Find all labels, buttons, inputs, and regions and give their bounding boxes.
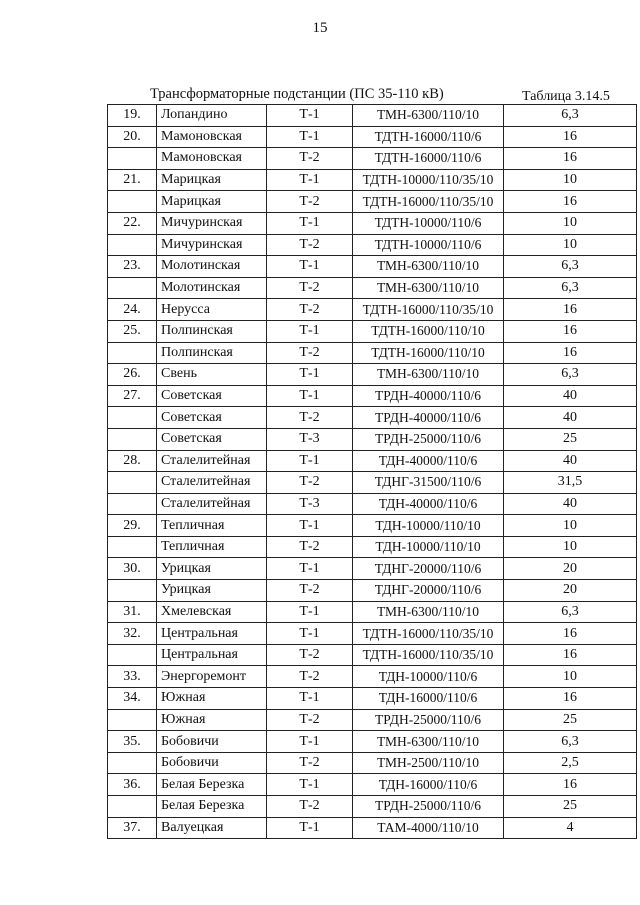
table-row: [108, 105, 637, 127]
table-row: [108, 796, 637, 818]
row-number-cell: [108, 536, 157, 558]
substation-name-cell: Сталелитейная: [157, 493, 267, 515]
substation-name-cell: Тепличная: [157, 515, 267, 537]
substation-name-cell: Марицкая: [157, 191, 267, 213]
table-title: Трансформаторные подстанции (ПС 35-110 кВ): [150, 86, 444, 102]
transformer-type-cell: ТДТН-16000/110/35/10: [353, 299, 504, 321]
transformer-type-cell: ТРДН-40000/110/6: [353, 385, 504, 407]
row-number-cell: 23.: [108, 256, 157, 278]
power-cell: 25: [504, 428, 637, 450]
substation-name-cell: Мамоновская: [157, 148, 267, 170]
transformer-id-cell: Т-1: [267, 558, 353, 580]
power-cell: 6,3: [504, 277, 637, 299]
table-body: [108, 105, 637, 839]
substation-name-cell: Энергоремонт: [157, 666, 267, 688]
transformer-type-cell: ТДН-10000/110/10: [353, 536, 504, 558]
transformer-type-cell: ТРДН-25000/110/6: [353, 428, 504, 450]
substation-name-cell: Южная: [157, 688, 267, 710]
row-number-cell: 37.: [108, 817, 157, 839]
transformer-id-cell: Т-2: [267, 752, 353, 774]
row-number-cell: [108, 234, 157, 256]
transformer-id-cell: Т-1: [267, 731, 353, 753]
transformer-id-cell: Т-2: [267, 342, 353, 364]
power-cell: 16: [504, 191, 637, 213]
substation-name-cell: Молотинская: [157, 277, 267, 299]
table-row: [108, 644, 637, 666]
table-row: [108, 299, 637, 321]
substation-name-cell: Советская: [157, 428, 267, 450]
transformer-type-cell: ТМН-2500/110/10: [353, 752, 504, 774]
power-cell: 6,3: [504, 105, 637, 127]
power-cell: 16: [504, 688, 637, 710]
table-row: [108, 256, 637, 278]
transformer-id-cell: Т-2: [267, 277, 353, 299]
transformer-type-cell: ТМН-6300/110/10: [353, 256, 504, 278]
substation-name-cell: Мичуринская: [157, 234, 267, 256]
row-number-cell: 25.: [108, 320, 157, 342]
transformer-type-cell: ТМН-6300/110/10: [353, 277, 504, 299]
substation-name-cell: Центральная: [157, 623, 267, 645]
table-row: [108, 148, 637, 170]
transformer-id-cell: Т-3: [267, 428, 353, 450]
row-number-cell: [108, 493, 157, 515]
transformer-id-cell: Т-2: [267, 299, 353, 321]
transformer-type-cell: ТДТН-16000/110/10: [353, 320, 504, 342]
transformer-id-cell: Т-1: [267, 450, 353, 472]
row-number-cell: 32.: [108, 623, 157, 645]
substation-name-cell: Советская: [157, 385, 267, 407]
row-number-cell: [108, 428, 157, 450]
transformer-id-cell: Т-2: [267, 472, 353, 494]
power-cell: 16: [504, 774, 637, 796]
substation-name-cell: Полпинская: [157, 320, 267, 342]
power-cell: 40: [504, 407, 637, 429]
transformer-type-cell: ТДНГ-20000/110/6: [353, 558, 504, 580]
substation-name-cell: Урицкая: [157, 580, 267, 602]
table-row: [108, 580, 637, 602]
substation-name-cell: Марицкая: [157, 169, 267, 191]
row-number-cell: 24.: [108, 299, 157, 321]
table-row: [108, 342, 637, 364]
power-cell: 20: [504, 558, 637, 580]
substation-name-cell: Хмелевская: [157, 601, 267, 623]
transformer-id-cell: Т-1: [267, 320, 353, 342]
power-cell: 2,5: [504, 752, 637, 774]
power-cell: 31,5: [504, 472, 637, 494]
power-cell: 25: [504, 796, 637, 818]
transformer-type-cell: ТДТН-10000/110/6: [353, 212, 504, 234]
transformer-id-cell: Т-1: [267, 688, 353, 710]
substations-table: [107, 104, 637, 839]
page-number: 15: [312, 20, 328, 36]
row-number-cell: 22.: [108, 212, 157, 234]
transformer-type-cell: ТМН-6300/110/10: [353, 601, 504, 623]
transformer-type-cell: ТДТН-16000/110/35/10: [353, 623, 504, 645]
table-row: [108, 212, 637, 234]
table-row: [108, 277, 637, 299]
table-row: [108, 450, 637, 472]
transformer-id-cell: Т-1: [267, 105, 353, 127]
table-row: [108, 169, 637, 191]
transformer-type-cell: ТДН-16000/110/6: [353, 774, 504, 796]
row-number-cell: 34.: [108, 688, 157, 710]
transformer-id-cell: Т-1: [267, 817, 353, 839]
transformer-id-cell: Т-1: [267, 364, 353, 386]
table-row: [108, 536, 637, 558]
transformer-type-cell: ТДТН-16000/110/35/10: [353, 191, 504, 213]
power-cell: 10: [504, 536, 637, 558]
substation-name-cell: Сталелитейная: [157, 472, 267, 494]
substation-name-cell: Белая Березка: [157, 796, 267, 818]
table-row: [108, 515, 637, 537]
row-number-cell: 33.: [108, 666, 157, 688]
table-row: [108, 774, 637, 796]
transformer-id-cell: Т-2: [267, 580, 353, 602]
row-number-cell: 28.: [108, 450, 157, 472]
transformer-type-cell: ТДТН-16000/110/6: [353, 148, 504, 170]
power-cell: 10: [504, 666, 637, 688]
transformer-id-cell: Т-2: [267, 234, 353, 256]
substation-name-cell: Тепличная: [157, 536, 267, 558]
substation-name-cell: Молотинская: [157, 256, 267, 278]
table-row: [108, 364, 637, 386]
row-number-cell: 36.: [108, 774, 157, 796]
power-cell: 6,3: [504, 601, 637, 623]
table-row: [108, 320, 637, 342]
power-cell: 40: [504, 385, 637, 407]
substation-name-cell: Мамоновская: [157, 126, 267, 148]
substation-name-cell: Свень: [157, 364, 267, 386]
table-row: [108, 191, 637, 213]
substation-name-cell: Советская: [157, 407, 267, 429]
substation-name-cell: Белая Березка: [157, 774, 267, 796]
power-cell: 20: [504, 580, 637, 602]
table-row: [108, 428, 637, 450]
power-cell: 4: [504, 817, 637, 839]
transformer-type-cell: ТДТН-10000/110/6: [353, 234, 504, 256]
row-number-cell: 29.: [108, 515, 157, 537]
table-row: [108, 709, 637, 731]
transformer-id-cell: Т-1: [267, 623, 353, 645]
transformer-type-cell: ТРДН-25000/110/6: [353, 796, 504, 818]
transformer-type-cell: ТДНГ-31500/110/6: [353, 472, 504, 494]
substation-name-cell: Валуецкая: [157, 817, 267, 839]
row-number-cell: 27.: [108, 385, 157, 407]
transformer-type-cell: ТДНГ-20000/110/6: [353, 580, 504, 602]
transformer-type-cell: ТДН-10000/110/6: [353, 666, 504, 688]
row-number-cell: 35.: [108, 731, 157, 753]
row-number-cell: [108, 191, 157, 213]
transformer-type-cell: ТРДН-40000/110/6: [353, 407, 504, 429]
substation-name-cell: Бобовичи: [157, 752, 267, 774]
row-number-cell: [108, 709, 157, 731]
table-row: [108, 752, 637, 774]
transformer-id-cell: Т-3: [267, 493, 353, 515]
transformer-type-cell: ТДТН-16000/110/10: [353, 342, 504, 364]
table-row: [108, 688, 637, 710]
row-number-cell: [108, 644, 157, 666]
row-number-cell: 21.: [108, 169, 157, 191]
power-cell: 6,3: [504, 364, 637, 386]
substation-name-cell: Бобовичи: [157, 731, 267, 753]
row-number-cell: [108, 277, 157, 299]
transformer-id-cell: Т-2: [267, 536, 353, 558]
row-number-cell: 31.: [108, 601, 157, 623]
row-number-cell: [108, 796, 157, 818]
table-row: [108, 731, 637, 753]
row-number-cell: [108, 342, 157, 364]
table-row: [108, 234, 637, 256]
power-cell: 10: [504, 212, 637, 234]
substation-name-cell: Южная: [157, 709, 267, 731]
substation-name-cell: Сталелитейная: [157, 450, 267, 472]
transformer-id-cell: Т-2: [267, 796, 353, 818]
power-cell: 25: [504, 709, 637, 731]
transformer-type-cell: ТДТН-16000/110/35/10: [353, 644, 504, 666]
table-row: [108, 623, 637, 645]
transformer-id-cell: Т-2: [267, 407, 353, 429]
row-number-cell: 30.: [108, 558, 157, 580]
transformer-id-cell: Т-1: [267, 126, 353, 148]
power-cell: 6,3: [504, 256, 637, 278]
transformer-id-cell: Т-2: [267, 148, 353, 170]
power-cell: 16: [504, 644, 637, 666]
power-cell: 6,3: [504, 731, 637, 753]
power-cell: 16: [504, 623, 637, 645]
table-row: [108, 601, 637, 623]
transformer-id-cell: Т-1: [267, 601, 353, 623]
table-row: [108, 558, 637, 580]
table-label: Таблица 3.14.5: [522, 89, 610, 104]
row-number-cell: [108, 407, 157, 429]
transformer-id-cell: Т-1: [267, 212, 353, 234]
table-row: [108, 493, 637, 515]
power-cell: 40: [504, 493, 637, 515]
transformer-id-cell: Т-1: [267, 515, 353, 537]
power-cell: 16: [504, 126, 637, 148]
substation-name-cell: Лопандино: [157, 105, 267, 127]
transformer-type-cell: ТДН-40000/110/6: [353, 450, 504, 472]
power-cell: 40: [504, 450, 637, 472]
transformer-type-cell: ТДН-10000/110/10: [353, 515, 504, 537]
power-cell: 10: [504, 234, 637, 256]
transformer-type-cell: ТРДН-25000/110/6: [353, 709, 504, 731]
row-number-cell: 26.: [108, 364, 157, 386]
transformer-id-cell: Т-2: [267, 191, 353, 213]
power-cell: 10: [504, 169, 637, 191]
row-number-cell: [108, 752, 157, 774]
transformer-id-cell: Т-1: [267, 385, 353, 407]
table-row: [108, 126, 637, 148]
substation-name-cell: Мичуринская: [157, 212, 267, 234]
power-cell: 16: [504, 299, 637, 321]
substation-name-cell: Урицкая: [157, 558, 267, 580]
table-row: [108, 385, 637, 407]
transformer-id-cell: Т-2: [267, 709, 353, 731]
transformer-id-cell: Т-1: [267, 774, 353, 796]
transformer-type-cell: ТДН-40000/110/6: [353, 493, 504, 515]
table-row: [108, 817, 637, 839]
transformer-type-cell: ТАМ-4000/110/10: [353, 817, 504, 839]
transformer-type-cell: ТМН-6300/110/10: [353, 731, 504, 753]
power-cell: 16: [504, 148, 637, 170]
power-cell: 10: [504, 515, 637, 537]
power-cell: 16: [504, 320, 637, 342]
row-number-cell: [108, 580, 157, 602]
substation-name-cell: Полпинская: [157, 342, 267, 364]
row-number-cell: [108, 148, 157, 170]
substation-name-cell: Нерусса: [157, 299, 267, 321]
transformer-id-cell: Т-1: [267, 256, 353, 278]
transformer-type-cell: ТМН-6300/110/10: [353, 364, 504, 386]
transformer-type-cell: ТДН-16000/110/6: [353, 688, 504, 710]
table-row: [108, 472, 637, 494]
transformer-type-cell: ТДТН-16000/110/6: [353, 126, 504, 148]
transformer-type-cell: ТДТН-10000/110/35/10: [353, 169, 504, 191]
table-row: [108, 666, 637, 688]
transformer-id-cell: Т-2: [267, 666, 353, 688]
transformer-id-cell: Т-1: [267, 169, 353, 191]
transformer-id-cell: Т-2: [267, 644, 353, 666]
substation-name-cell: Центральная: [157, 644, 267, 666]
row-number-cell: [108, 472, 157, 494]
table-row: [108, 407, 637, 429]
row-number-cell: 19.: [108, 105, 157, 127]
row-number-cell: 20.: [108, 126, 157, 148]
transformer-type-cell: ТМН-6300/110/10: [353, 105, 504, 127]
power-cell: 16: [504, 342, 637, 364]
